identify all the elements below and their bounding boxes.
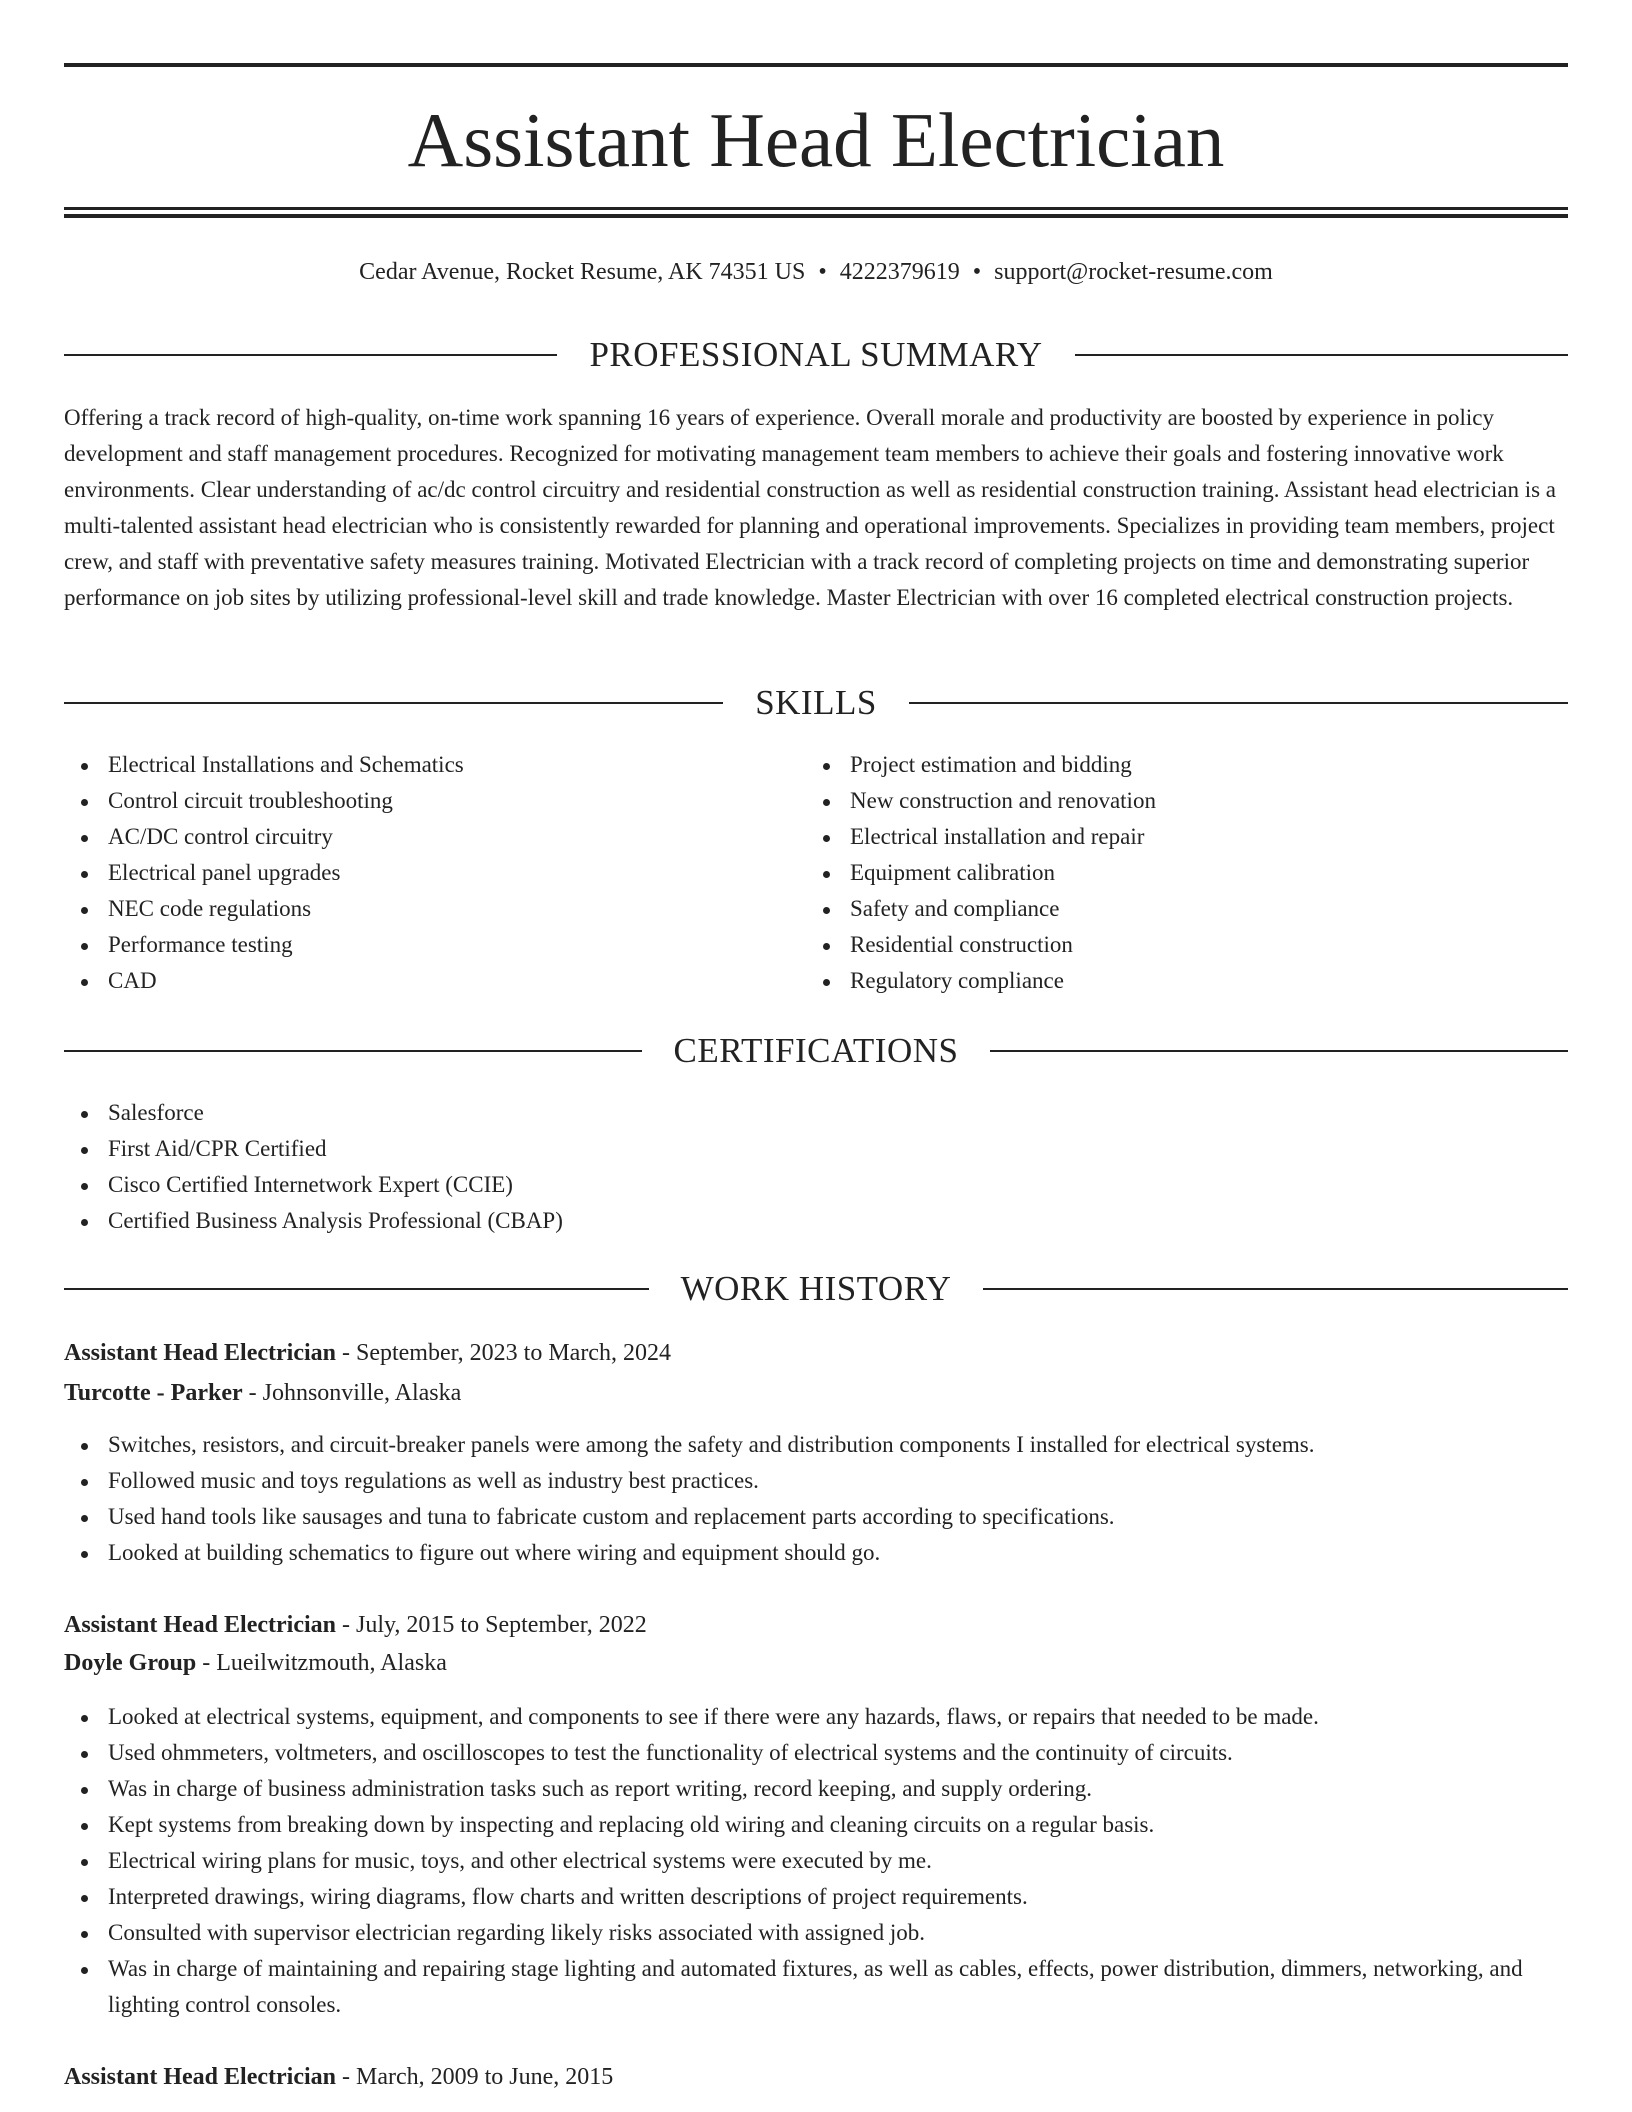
job-bullets [64, 1699, 1568, 2023]
job-bullet: Kept systems from breaking down by inspecting and replacing old wiring and cleaning circuits on a regular basis. [108, 1807, 1568, 1843]
skill-item: Regulatory compliance [850, 963, 1550, 999]
section-rule [64, 1288, 649, 1290]
skills-list-right [806, 747, 1550, 999]
contact-line [64, 254, 1568, 290]
job-dates: March, 2009 to June, 2015 [355, 2064, 614, 2090]
job-bullet: Was in charge of maintaining and repairing stage lighting and automated fixtures, as well as cables, effects, power distribution, dimmers, networking, and lighting control consoles. [108, 1951, 1568, 2023]
job-bullet: Consulted with supervisor electrician regarding likely risks associated with assigned job. [108, 1915, 1568, 1951]
job-title-line: Assistant Head Electrician - September, 2023 to March, 2024 [64, 1340, 671, 1366]
job-dates: September, 2023 to March, 2024 [355, 1340, 671, 1366]
job-dates: July, 2015 to September, 2022 [355, 1612, 647, 1638]
job-bullet: Followed music and toys regulations as well as industry best practices. [108, 1463, 1568, 1499]
job-bullet: Was in charge of business administration tasks such as report writing, record keeping, and supply ordering. [108, 1771, 1568, 1807]
skill-item: CAD [108, 963, 808, 999]
skill-item: Project estimation and bidding [850, 747, 1550, 783]
section-rule [909, 702, 1568, 704]
job-title-line: Assistant Head Electrician - July, 2015 to September, 2022 [64, 1612, 647, 1638]
job-title: Assistant Head Electrician [64, 1612, 336, 1638]
skill-item: Safety and compliance [850, 891, 1550, 927]
skill-item: Electrical panel upgrades [108, 855, 808, 891]
section-title: CERTIFICATIONS [673, 1031, 959, 1070]
skill-item: NEC code regulations [108, 891, 808, 927]
skill-item: Residential construction [850, 927, 1550, 963]
contact-email: support@rocket-resume.com [994, 259, 1273, 285]
certification-item: Salesforce [108, 1095, 1568, 1131]
section-rule [64, 354, 557, 356]
section-header-summary [64, 333, 1568, 377]
section-rule [1075, 354, 1568, 356]
job-location: Lueilwitzmouth, Alaska [216, 1650, 447, 1676]
contact-address: Cedar Avenue, Rocket Resume, AK 74351 US [359, 259, 806, 285]
skills-list-left [64, 747, 808, 999]
job-company: Turcotte - Parker [64, 1380, 243, 1406]
job-bullet: Interpreted drawings, wiring diagrams, flow charts and written descriptions of project requirements. [108, 1879, 1568, 1915]
resume-title: Assistant Head Electrician [407, 97, 1225, 183]
certification-item: First Aid/CPR Certified [108, 1131, 1568, 1167]
section-rule [983, 1288, 1568, 1290]
job-bullet: Looked at electrical systems, equipment, and components to see if there were any hazards, flaws, or repairs that needed to be made. [108, 1699, 1568, 1735]
skill-item: AC/DC control circuitry [108, 819, 808, 855]
skill-item: Performance testing [108, 927, 808, 963]
section-title: SKILLS [755, 683, 877, 722]
job-bullet: Used hand tools like sausages and tuna to fabricate custom and replacement parts according to specifications. [108, 1499, 1568, 1535]
job-bullet: Switches, resistors, and circuit-breaker panels were among the safety and distribution components I installed for electrical systems. [108, 1427, 1568, 1463]
job-title: Assistant Head Electrician [64, 1340, 336, 1366]
skill-item: Equipment calibration [850, 855, 1550, 891]
job-bullets [64, 1427, 1568, 1571]
skill-item: New construction and renovation [850, 783, 1550, 819]
section-header-skills [64, 681, 1568, 725]
job-bullet: Used ohmmeters, voltmeters, and oscilloscopes to test the functionality of electrical systems and the continuity of circuits. [108, 1735, 1568, 1771]
certification-item: Cisco Certified Internetwork Expert (CCIE) [108, 1167, 1568, 1203]
job-company: Doyle Group [64, 1650, 197, 1676]
section-header-work-history [64, 1267, 1568, 1311]
contact-phone: 4222379619 [839, 259, 960, 285]
section-title: PROFESSIONAL SUMMARY [589, 335, 1043, 374]
skill-item: Electrical installation and repair [850, 819, 1550, 855]
section-rule [64, 1050, 642, 1052]
section-title: WORK HISTORY [680, 1269, 952, 1308]
certification-item: Certified Business Analysis Professional (CBAP) [108, 1203, 1568, 1239]
summary-text: Offering a track record of high-quality, on-time work spanning 16 years of experience. Overall morale and productivity are boosted by experience in policy development and staff management procedures. Recognized for motivating management team members to achieve their goals and fostering innovative work environments. Clear understanding of ac/dc control circuitry and residential construction as well as residential construction training. Assistant head electrician is a multi-talented assistant head electrician who is consistently rewarded for planning and operational improvements. Specializes in providing team members, project crew, and staff with preventative safety measures training. Motivated Electrician with a track record of completing projects on time and demonstrating superior performance on job sites by utilizing professional-level skill and trade knowledge. Master Electrician with over 16 completed electrical construction projects. [64, 405, 1556, 610]
job-company-line: Turcotte - Parker - Johnsonville, Alaska [64, 1380, 462, 1406]
section-rule [64, 702, 723, 704]
job-bullet: Electrical wiring plans for music, toys, and other electrical systems were executed by me. [108, 1843, 1568, 1879]
top-rule [64, 63, 1568, 67]
job-title-line: Assistant Head Electrician - March, 2009 to June, 2015 [64, 2064, 614, 2090]
certifications-list [64, 1095, 1568, 1239]
job-company-line: Doyle Group - Lueilwitzmouth, Alaska [64, 1650, 447, 1676]
contact-separator: • [818, 259, 827, 285]
skill-item: Control circuit troubleshooting [108, 783, 808, 819]
contact-separator: • [972, 259, 982, 285]
section-rule [990, 1050, 1568, 1052]
job-bullet: Looked at building schematics to figure out where wiring and equipment should go. [108, 1535, 1568, 1571]
title-double-rule [64, 207, 1568, 218]
job-title: Assistant Head Electrician [64, 2064, 336, 2090]
skill-item: Electrical Installations and Schematics [108, 747, 808, 783]
job-location: Johnsonville, Alaska [262, 1380, 462, 1406]
section-header-certifications [64, 1029, 1568, 1073]
